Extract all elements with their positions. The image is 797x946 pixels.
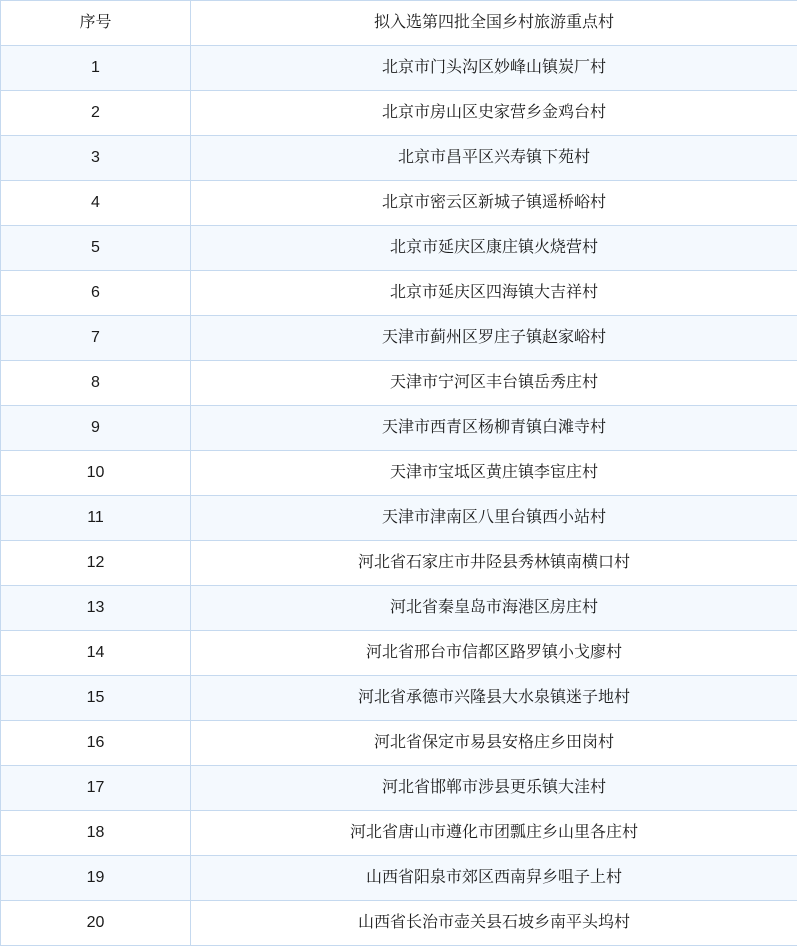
table-row [1,811,797,856]
row-index-cell: 3 [1,136,191,181]
row-index-cell: 2 [1,91,191,136]
row-village-name-cell: 河北省邢台市信都区路罗镇小戈廖村 [191,631,797,676]
row-index-cell: 11 [1,496,191,541]
row-village-name-cell: 河北省唐山市遵化市团瓢庄乡山里各庄村 [191,811,797,856]
table-row [1,406,797,451]
row-village-name-cell: 河北省承德市兴隆县大水泉镇迷子地村 [191,676,797,721]
row-index-cell: 7 [1,316,191,361]
row-village-name-cell: 天津市蓟州区罗庄子镇赵家峪村 [191,316,797,361]
row-index-cell: 15 [1,676,191,721]
row-index-cell: 10 [1,451,191,496]
row-index-cell: 14 [1,631,191,676]
row-index-cell: 16 [1,721,191,766]
table-row [1,361,797,406]
column-header-index: 序号 [1,1,191,46]
table-row [1,181,797,226]
table-row [1,91,797,136]
table-row [1,226,797,271]
table-row [1,586,797,631]
table-header [1,1,797,46]
row-index-cell: 17 [1,766,191,811]
table-row [1,46,797,91]
table-row [1,901,797,946]
row-village-name-cell: 北京市延庆区四海镇大吉祥村 [191,271,797,316]
row-village-name-cell: 北京市门头沟区妙峰山镇炭厂村 [191,46,797,91]
row-village-name-cell: 河北省邯郸市涉县更乐镇大洼村 [191,766,797,811]
table-row [1,721,797,766]
table-row [1,541,797,586]
row-village-name-cell: 山西省长治市壶关县石坡乡南平头坞村 [191,901,797,946]
row-index-cell: 18 [1,811,191,856]
row-index-cell: 8 [1,361,191,406]
table-row [1,631,797,676]
table-row [1,856,797,901]
table-header-row [1,1,797,46]
table-row [1,766,797,811]
row-village-name-cell: 山西省阳泉市郊区西南舁乡咀子上村 [191,856,797,901]
row-index-cell: 20 [1,901,191,946]
row-index-cell: 5 [1,226,191,271]
row-index-cell: 12 [1,541,191,586]
row-village-name-cell: 天津市津南区八里台镇西小站村 [191,496,797,541]
row-index-cell: 19 [1,856,191,901]
table-row [1,271,797,316]
row-village-name-cell: 天津市宝坻区黄庄镇李宦庄村 [191,451,797,496]
table-row [1,136,797,181]
row-village-name-cell: 北京市密云区新城子镇遥桥峪村 [191,181,797,226]
row-village-name-cell: 北京市昌平区兴寿镇下苑村 [191,136,797,181]
table-row [1,676,797,721]
row-village-name-cell: 河北省保定市易县安格庄乡田岗村 [191,721,797,766]
row-village-name-cell: 北京市延庆区康庄镇火烧营村 [191,226,797,271]
row-village-name-cell: 天津市宁河区丰台镇岳秀庄村 [191,361,797,406]
table-row [1,316,797,361]
row-index-cell: 6 [1,271,191,316]
table-row [1,496,797,541]
row-village-name-cell: 天津市西青区杨柳青镇白滩寺村 [191,406,797,451]
table-body [1,46,797,946]
row-village-name-cell: 河北省石家庄市井陉县秀林镇南横口村 [191,541,797,586]
column-header-name: 拟入选第四批全国乡村旅游重点村 [191,1,797,46]
table-row [1,451,797,496]
row-index-cell: 13 [1,586,191,631]
row-village-name-cell: 河北省秦皇岛市海港区房庄村 [191,586,797,631]
row-index-cell: 9 [1,406,191,451]
row-village-name-cell: 北京市房山区史家营乡金鸡台村 [191,91,797,136]
row-index-cell: 4 [1,181,191,226]
row-index-cell: 1 [1,46,191,91]
